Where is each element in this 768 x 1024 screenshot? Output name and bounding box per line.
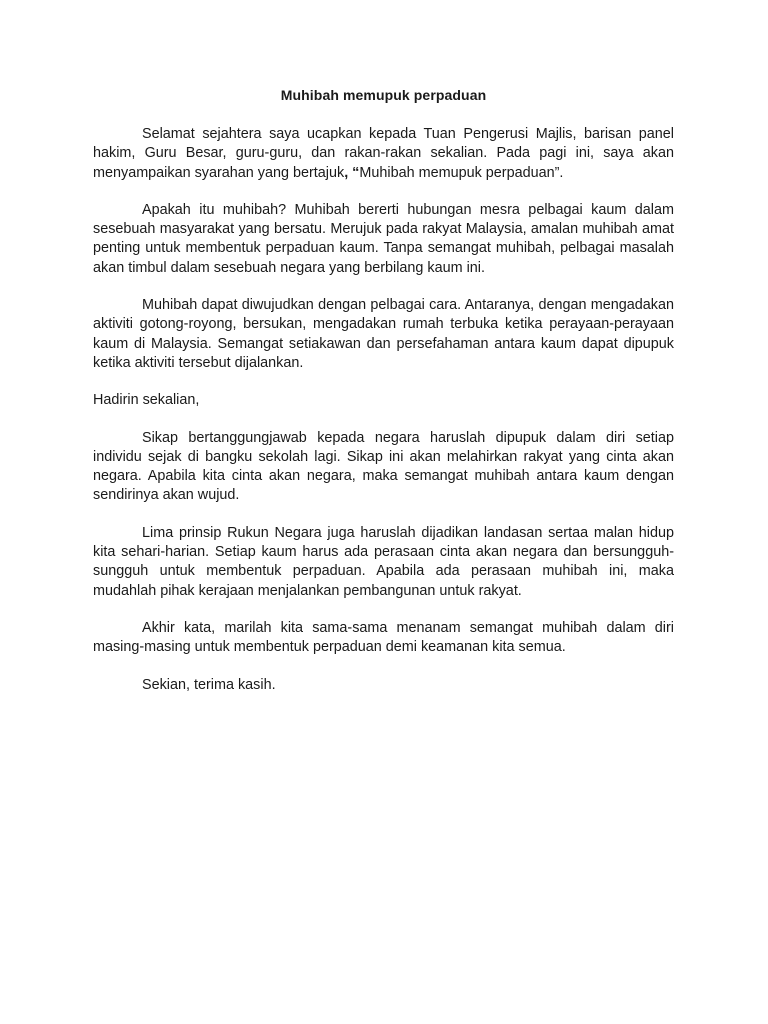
paragraph-closing: Sekian, terima kasih.	[142, 676, 276, 693]
paragraph-activities: Muhibah dapat diwujudkan dengan pelbagai cara. Antaranya, dengan mengadakan aktiviti gotong-royong, bersukan, mengadakan rumah terbuka ketika perayaan-perayaan kaum di Malaysia. Semangat setiakawan dan persefahaman antara kaum dapat dipupuk ketika aktiviti tersebut dijalankan.	[93, 297, 674, 371]
paragraph-rukun-negara: Lima prinsip Rukun Negara juga haruslah dijadikan landasan sertaa malan hidup kita sehari-harian. Setiap kaum harus ada perasaan cinta akan negara dan bersungguh-sungguh untuk membentuk perpaduan. Apabila ada perasaan muhibah ini, maka mudahlah pihak kerajaan menjalankan pembangunan untuk rakyat.	[93, 524, 674, 599]
intro-bold-punct: , “	[344, 164, 360, 181]
document-title: Muhibah memupuk perpaduan	[280, 87, 487, 103]
paragraph-conclusion: Akhir kata, marilah kita sama-sama menanam semangat muhibah dalam diri masing-masing untuk membentuk perpaduan demi keamanan kita semua.	[93, 619, 674, 656]
paragraph-responsibility: Sikap bertanggungjawab kepada negara haruslah dipupuk dalam diri setiap individu sejak di bangku sekolah lagi. Sikap ini akan melahirkan rakyat yang cinta akan negara. Apabila kita cinta akan negara, maka semangat muhibah antara kaum dengan sendirinya akan wujud.	[93, 429, 674, 504]
paragraph-meaning: Apakah itu muhibah? Muhibah bererti hubungan mesra pelbagai kaum dalam sesebuah masyarakat yang bersatu. Merujuk pada rakyat Malaysia, amalan muhibah amat penting untuk membentuk perpaduan kaum. Tanpa semangat muhibah, pelbagai masalah akan timbul dalam sesebuah negara yang berbilang kaum ini.	[93, 201, 674, 276]
intro-text: Selamat sejahtera saya ucapkan kepada Tuan Pengerusi Majlis, barisan panel hakim, Guru Besar, guru-guru, dan rakan-rakan sekalian. Pada pagi ini, saya akan menyampaikan syarahan yang bertajuk	[93, 126, 674, 181]
paragraph-address: Hadirin sekalian,	[93, 392, 200, 409]
paragraph-intro	[93, 125, 674, 183]
intro-speech-title: Muhibah memupuk perpaduan”.	[359, 164, 564, 181]
document-body	[93, 86, 674, 695]
